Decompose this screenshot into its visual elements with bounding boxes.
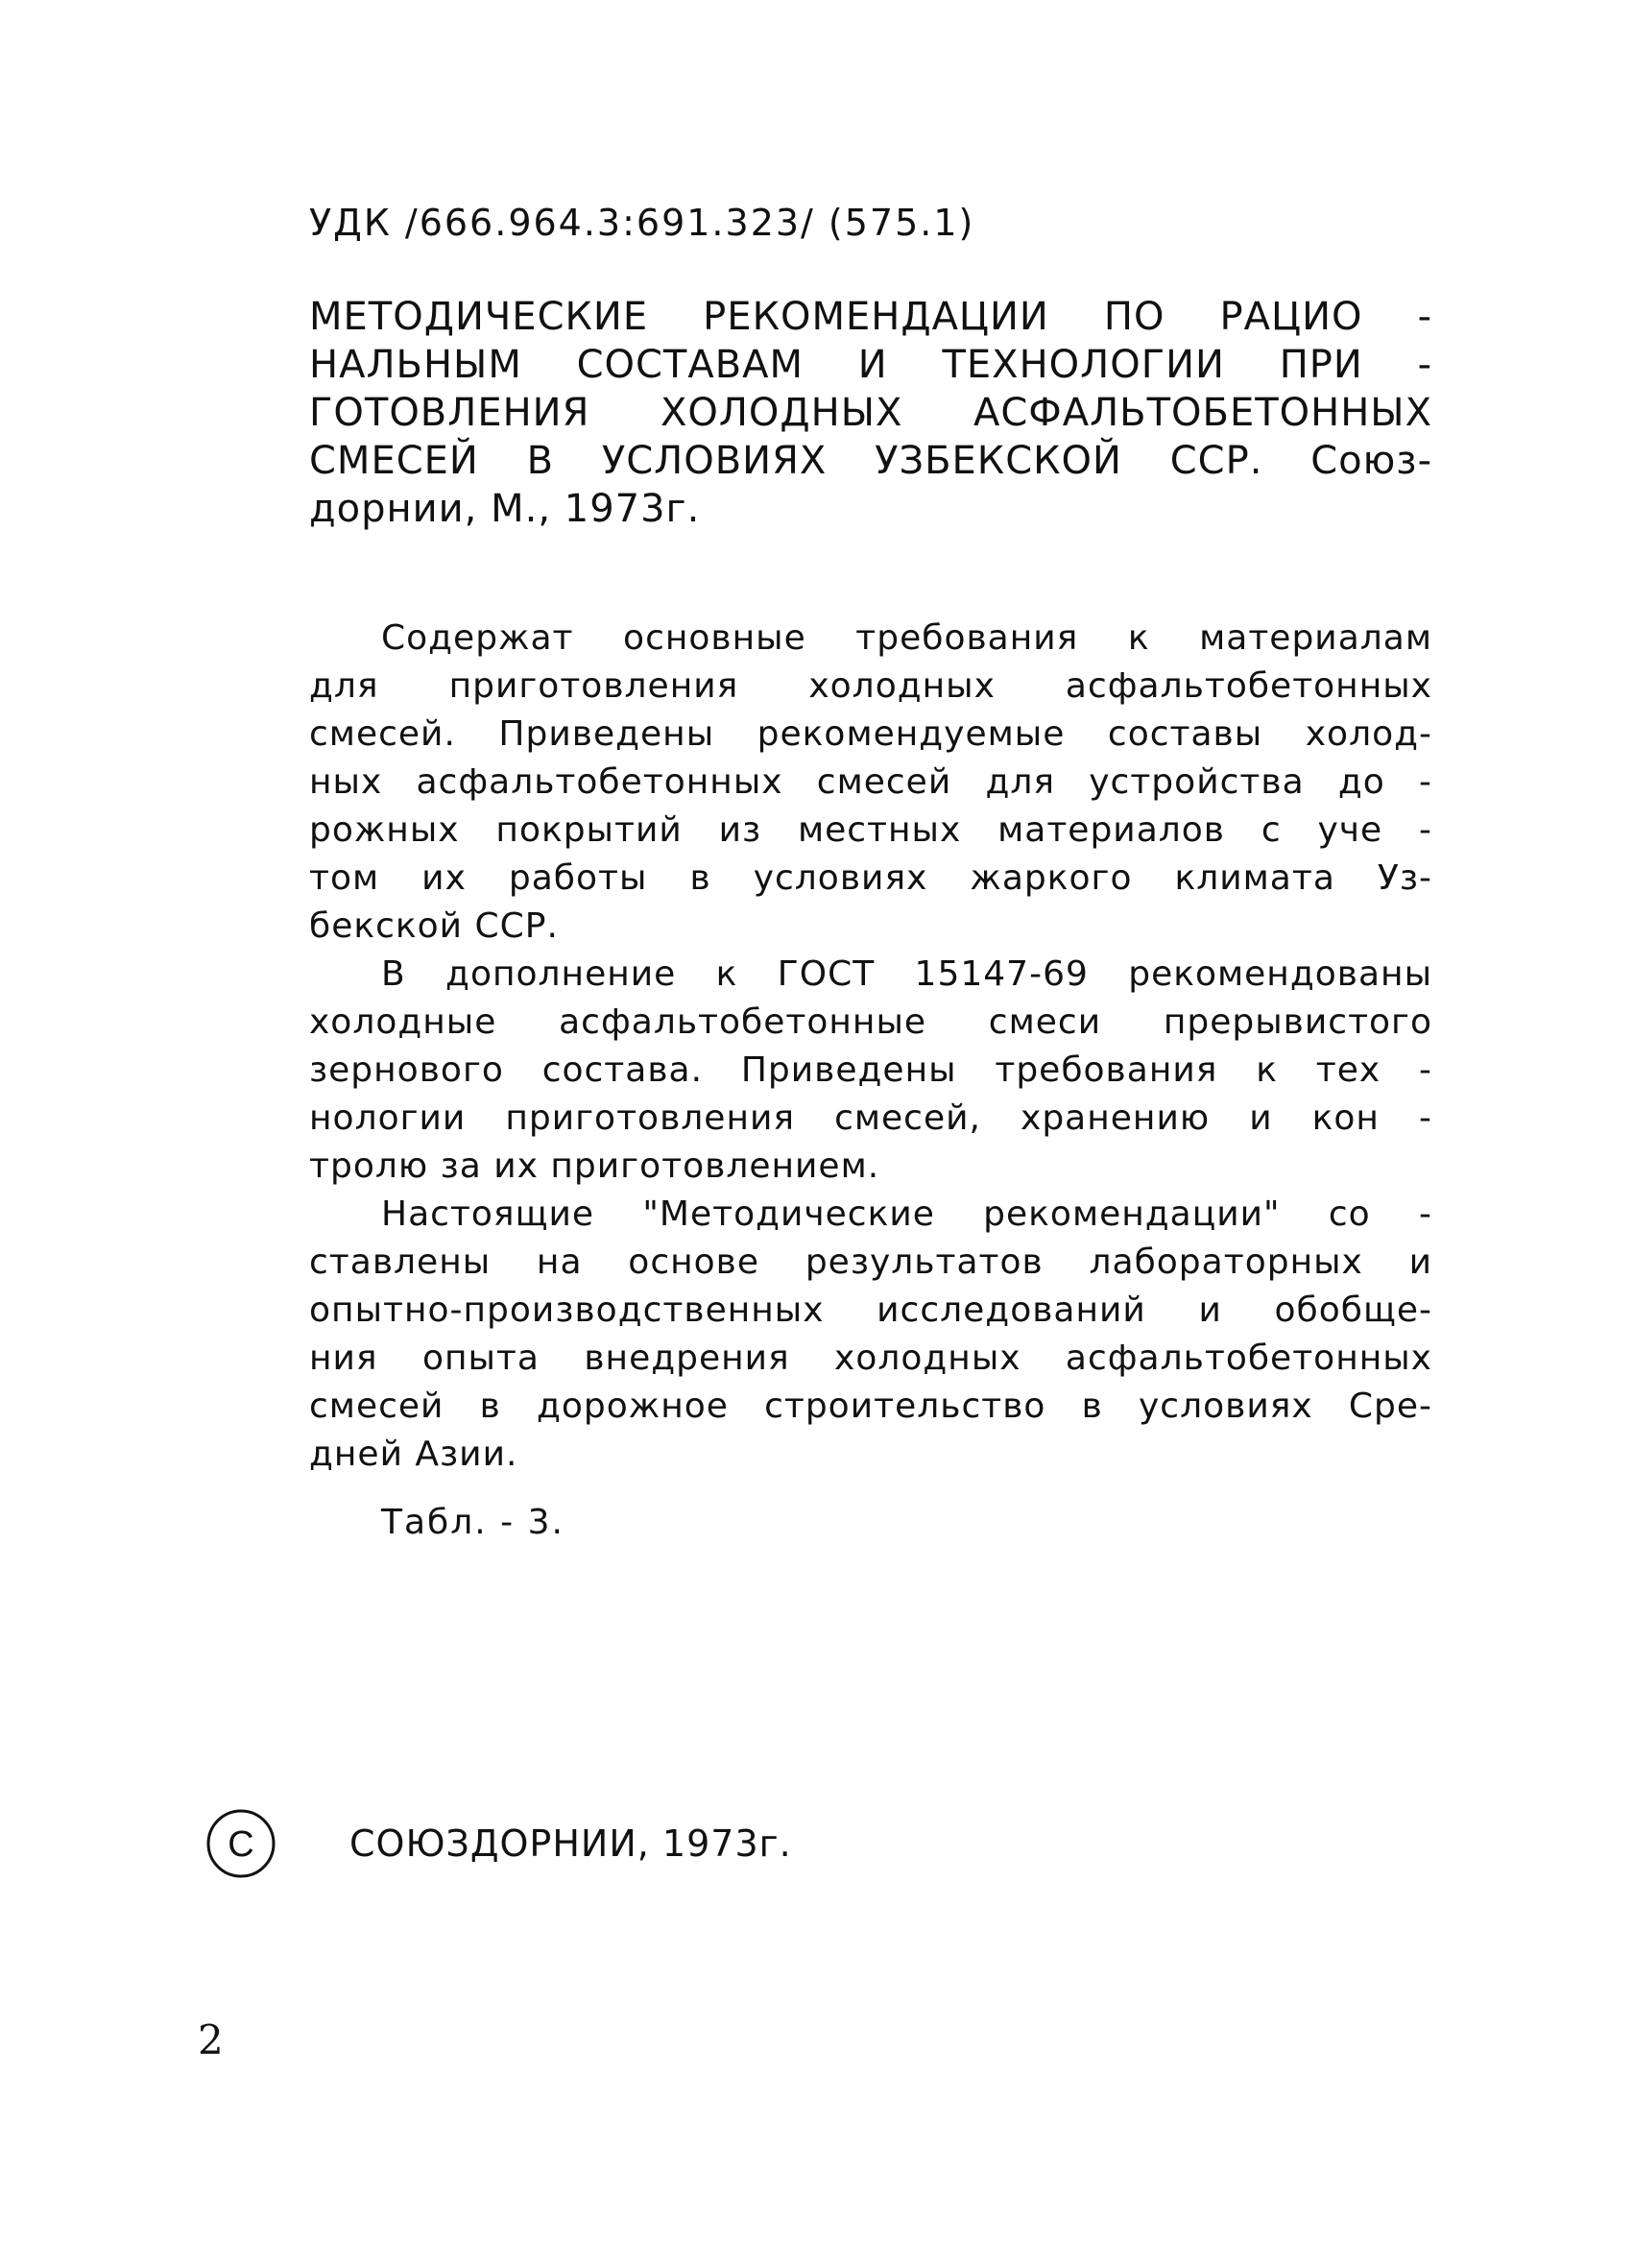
abstract-line: бекской ССР. xyxy=(309,906,559,946)
document-title xyxy=(309,293,1432,533)
title-line: ГОТОВЛЕНИЯ ХОЛОДНЫХ АСФАЛЬТОБЕТОННЫХ xyxy=(309,391,1432,435)
abstract-line: холодные асфальтобетонные смеси прерывистого xyxy=(309,1002,1432,1042)
copyright-line xyxy=(205,1805,792,1882)
abstract-line: ных асфальтобетонных смесей для устройства до - xyxy=(309,762,1432,802)
abstract-line: опытно-производственных исследований и обобще- xyxy=(309,1291,1432,1330)
abstract-line: рожных покрытий из местных материалов с уче - xyxy=(309,810,1432,850)
copyright-text: СОЮЗДОРНИИ, 1973г. xyxy=(349,1822,792,1865)
tables-count-note: Табл. - 3. xyxy=(381,1503,564,1542)
copyright-symbol: C xyxy=(228,1824,254,1865)
page-number: 2 xyxy=(198,2016,224,2063)
title-line: дорнии, М., 1973г. xyxy=(309,487,701,531)
abstract-line: нологии приготовления смесей, хранению и кон - xyxy=(309,1098,1432,1138)
abstract-line: для приготовления холодных асфальтобетонных xyxy=(309,666,1432,706)
abstract-line: смесей. Приведены рекомендуемые составы холод- xyxy=(309,714,1432,754)
title-line: МЕТОДИЧЕСКИЕ РЕКОМЕНДАЦИИ ПО РАЦИО - xyxy=(309,295,1432,339)
abstract-line: ния опыта внедрения холодных асфальтобетонных xyxy=(309,1339,1432,1378)
abstract-line: дней Азии. xyxy=(309,1435,518,1474)
copyright-icon xyxy=(205,1808,276,1879)
abstract-line: зернового состава. Приведены требования к тех - xyxy=(309,1050,1432,1090)
title-line: СМЕСЕЙ В УСЛОВИЯХ УЗБЕКСКОЙ ССР. Союз- xyxy=(309,439,1432,483)
abstract-line: Содержат основные требования к материалам xyxy=(381,618,1432,658)
abstract-line: тролю за их приготовлением. xyxy=(309,1146,880,1186)
title-line: НАЛЬНЫМ СОСТАВАМ И ТЕХНОЛОГИИ ПРИ - xyxy=(309,343,1432,387)
abstract-line: смесей в дорожное строительство в условиях Сре- xyxy=(309,1387,1432,1426)
abstract-line: В дополнение к ГОСТ 15147-69 рекомендованы xyxy=(381,954,1432,994)
abstract xyxy=(309,615,1432,1479)
udk-code: УДК /666.964.3:691.323/ (575.1) xyxy=(309,202,975,244)
abstract-line: ставлены на основе результатов лабораторных и xyxy=(309,1243,1432,1282)
abstract-line: Настоящие "Методические рекомендации" со - xyxy=(381,1194,1432,1234)
abstract-line: том их работы в условиях жаркого климата Уз- xyxy=(309,858,1432,898)
